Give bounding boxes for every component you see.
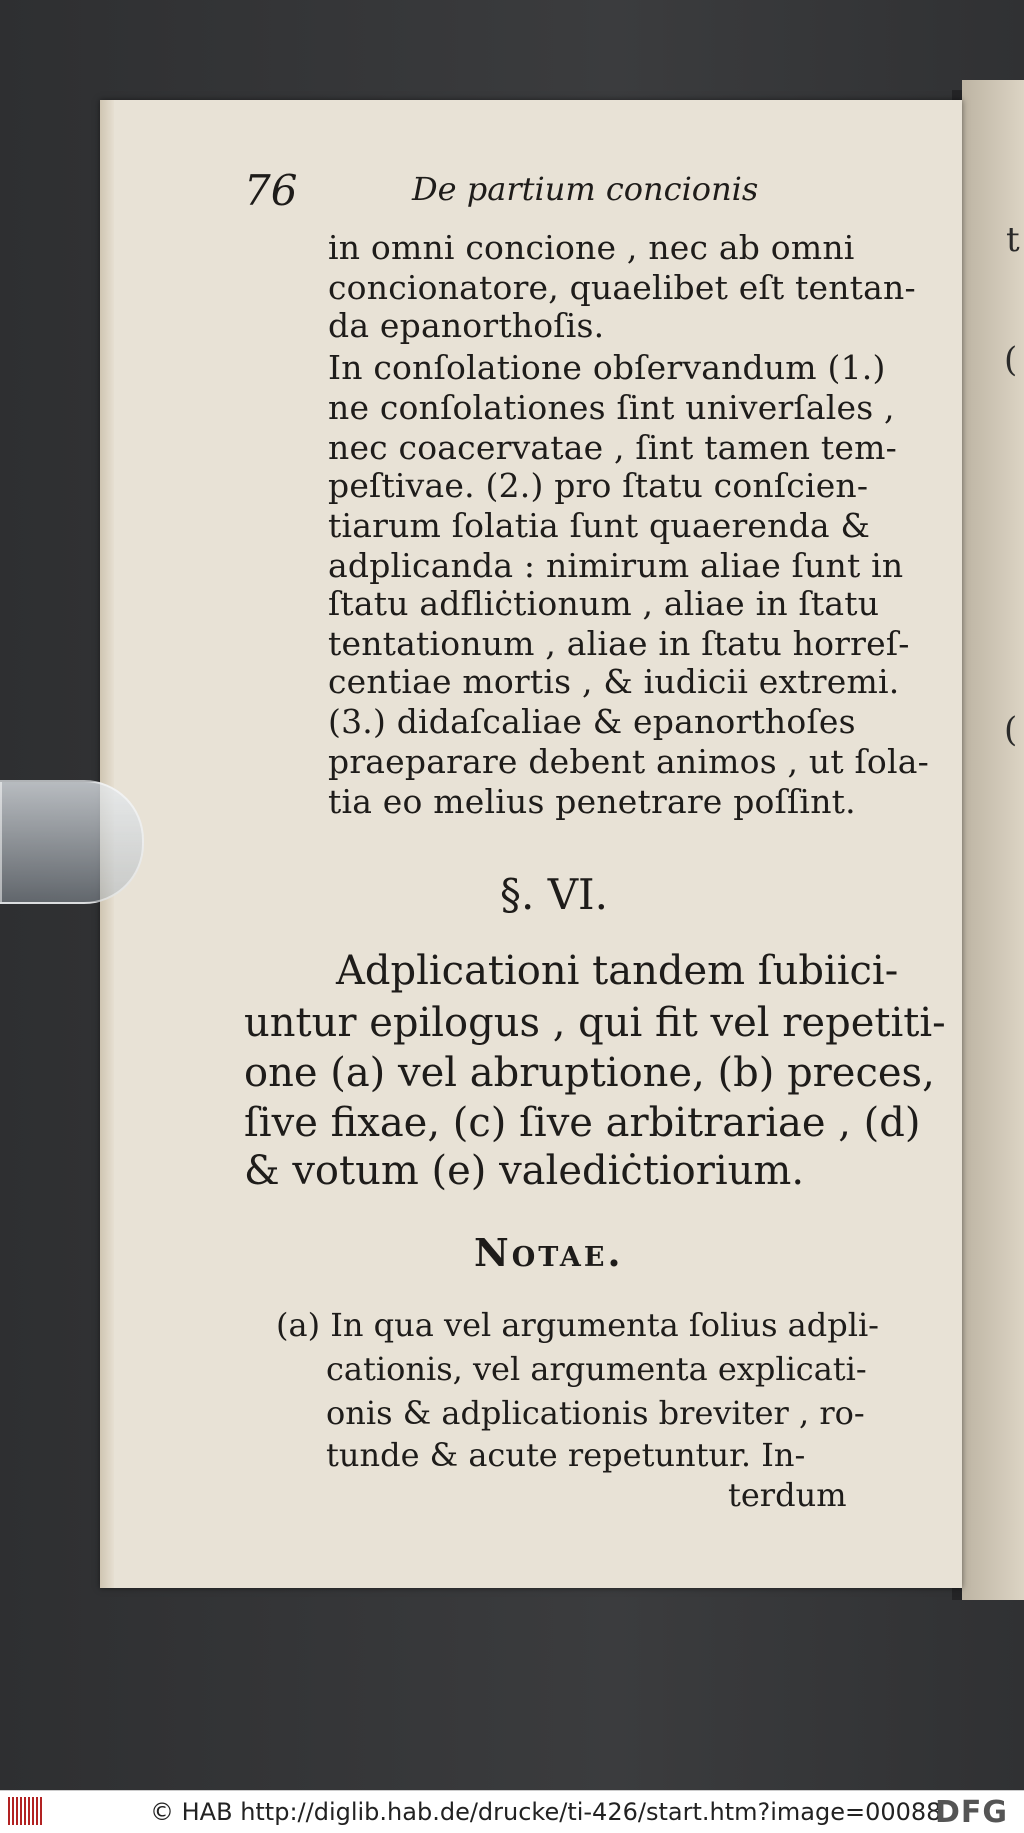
text-line: in omni concione , nec ab omni xyxy=(328,228,855,267)
glass-clip xyxy=(0,780,144,904)
text-line: tentationum , aliae in ſtatu horreſ- xyxy=(328,624,910,663)
text-line: untur epilogus , qui fit vel repetiti- xyxy=(244,1000,946,1046)
text-line: ne conſolationes ſint univerſales , xyxy=(328,388,895,427)
notes-heading: Notae. xyxy=(474,1230,624,1275)
running-head: De partium concionis xyxy=(412,170,759,208)
text-line: peſtivae. (2.) pro ſtatu conſcien- xyxy=(328,466,869,505)
text-line: tiarum ſolatia ſunt quaerenda & xyxy=(328,506,871,545)
text-line: ſive fixae, (c) ſive arbitrariae , (d) xyxy=(244,1100,921,1146)
note-line: onis & adplicationis breviter , ro- xyxy=(326,1394,865,1432)
page-number: 76 xyxy=(244,166,298,215)
text-line: centiae mortis , & iudicii extremi. xyxy=(328,662,900,701)
footer-credit-link[interactable]: © HAB http://diglib.hab.de/drucke/ti-426/start.htm?image=00088 xyxy=(150,1798,942,1826)
note-line: (a) In qua vel argumenta ſolius adpli- xyxy=(276,1306,879,1344)
text-line: one (a) vel abruptione, (b) preces, xyxy=(244,1050,935,1096)
note-line: tunde & acute repetuntur. In- xyxy=(326,1436,806,1474)
facing-page-glyph: ( xyxy=(1004,710,1018,750)
section-heading: §. VI. xyxy=(500,870,608,919)
catchword: terdum xyxy=(728,1476,847,1514)
text-line: Adplicationi tandem ſubiici- xyxy=(336,948,899,994)
text-line: & votum (e) valediċtiorium. xyxy=(244,1148,805,1194)
facing-page-glyph: t xyxy=(1006,220,1020,260)
dfg-logo: DFG xyxy=(935,1795,1009,1830)
text-line: da epanorthoſis. xyxy=(328,306,605,345)
note-line: cationis, vel argumenta explicati- xyxy=(326,1350,867,1388)
hab-barcode-logo-icon xyxy=(8,1797,48,1825)
text-line: nec coacervatae , ſint tamen tem- xyxy=(328,428,897,467)
text-line: (3.) didaſcaliae & epanorthoſes xyxy=(328,702,856,741)
text-line: adplicanda : nimirum aliae ſunt in xyxy=(328,546,904,585)
text-line: In conſolatione obſervandum (1.) xyxy=(328,348,886,387)
facing-page-glyph: ( xyxy=(1004,340,1018,380)
text-line: praeparare debent animos , ut ſola- xyxy=(328,742,929,781)
text-line: tia eo melius penetrare poſſint. xyxy=(328,782,856,821)
text-line: concionatore, quaelibet eſt tentan- xyxy=(328,268,916,307)
footer-bar xyxy=(0,1790,1024,1833)
facing-page-edge xyxy=(962,80,1024,1600)
text-line: ſtatu adfliċtionum , aliae in ſtatu xyxy=(328,584,880,623)
